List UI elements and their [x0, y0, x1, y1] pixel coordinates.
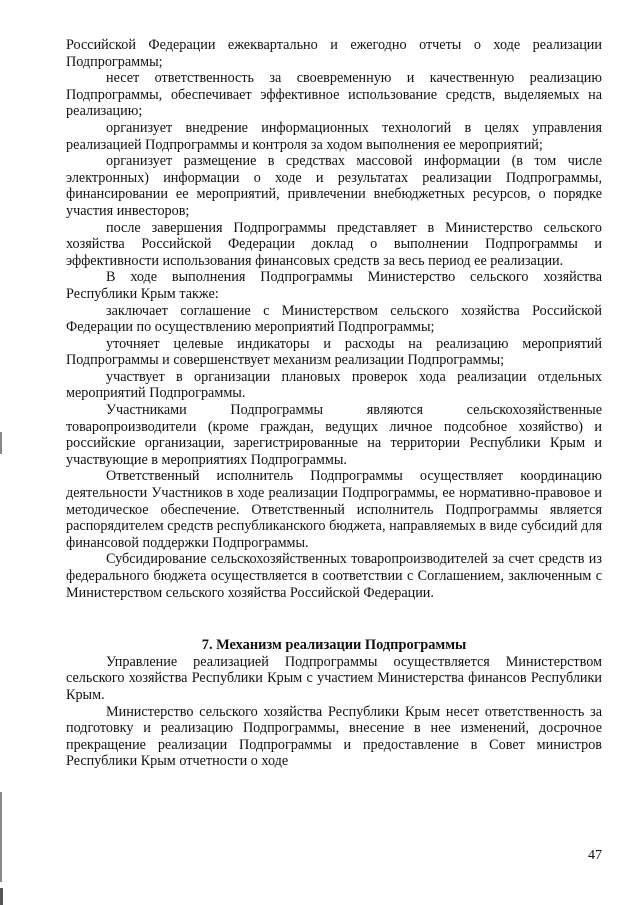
paragraph: участвует в организации плановых проверок хода реализации отдельных мероприятий Подпрограммы. — [66, 368, 602, 402]
paragraph: Российской Федерации ежеквартально и ежегодно отчеты о ходе реализации Подпрограммы; — [66, 37, 602, 70]
document-page — [66, 37, 602, 770]
paragraph: организует размещение в средствах массовой информации (в том числе электронных) информации о ходе и результатах реализации Подпрограммы, финансировании ее мероприятий, привлечении внебюджетных ресурсов, о порядке участия инвесторов; — [66, 153, 602, 219]
paragraph: В ходе выполнения Подпрограммы Министерство сельского хозяйства Республики Крым также: — [66, 269, 602, 302]
paragraph: после завершения Подпрограммы представляет в Министерство сельского хозяйства Российской Федерации доклад о выполнении Подпрограммы и эффективности использования финансовых средств за весь период ее реализации. — [66, 219, 602, 269]
paragraph: Управление реализацией Подпрограммы осуществляется Министерством сельского хозяйства Республики Крым с участием Министерства финансов Республики Крым. — [66, 653, 602, 703]
paragraph: организует внедрение информационных технологий в целях управления реализацией Подпрограммы и контроля за ходом выполнения ее мероприятий; — [66, 119, 602, 153]
paragraph: Участниками Подпрограммы являются сельскохозяйственные товаропроизводители (кроме граждан, ведущих личное подсобное хозяйство) и российские организации, зарегистрированные на территории Республики Крым и участвующие в мероприятиях Подпрограммы. — [66, 402, 602, 468]
paragraph: Субсидирование сельскохозяйственных товаропроизводителей за счет средств из федерального бюджета осуществляется в соответствии с Соглашением, заключенным с Министерством сельского хозяйства Российской Федерации. — [66, 551, 602, 601]
scan-edge-mark — [0, 888, 3, 905]
page-number: 47 — [588, 848, 602, 863]
paragraph: несет ответственность за своевременную и качественную реализацию Подпрограммы, обеспечивает эффективное использование средств, выделяемых на реализацию; — [66, 70, 602, 120]
paragraph: Министерство сельского хозяйства Республики Крым несет ответственность за подготовку и реализацию Подпрограммы, внесение в нее изменений, досрочное прекращение реализации Подпрограммы и предоставление в Совет министров Республики Крым отчетности о ходе — [66, 703, 602, 770]
paragraph: заключает соглашение с Министерством сельского хозяйства Российской Федерации по осуществлению мероприятий Подпрограммы; — [66, 302, 602, 336]
scan-edge-mark — [0, 792, 2, 882]
paragraph: Ответственный исполнитель Подпрограммы осуществляет координацию деятельности Участников в ходе реализации Подпрограммы, ее нормативно-правовое и методическое обеспечение. Ответственный исполнитель Подпрограммы является распорядителем средств республиканского бюджета, направляемых в виде субсидий для финансовой поддержки Подпрограммы. — [66, 468, 602, 551]
paragraph: уточняет целевые индикаторы и расходы на реализацию мероприятий Подпрограммы и совершенствует механизм реализации Подпрограммы; — [66, 335, 602, 369]
section-heading: 7. Механизм реализации Подпрограммы — [201, 637, 467, 654]
scan-edge-mark — [0, 432, 2, 454]
